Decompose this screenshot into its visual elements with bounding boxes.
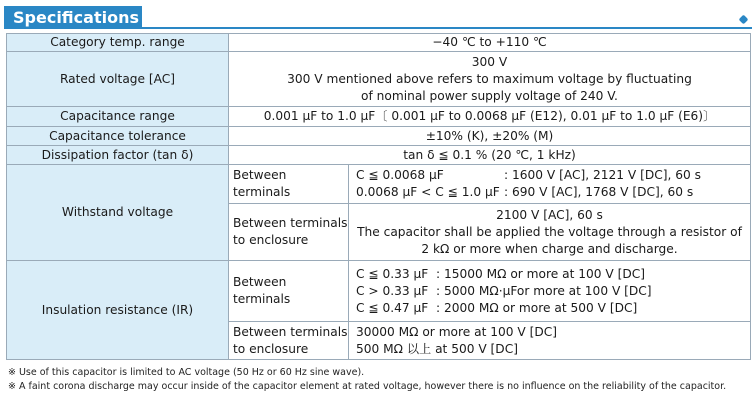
rated-voltage-line: 300 V mentioned above refers to maximum voltage by fluctuating — [287, 71, 692, 86]
rated-voltage-value — [229, 52, 751, 107]
table-row — [7, 107, 751, 127]
ir-enclosure-line: 500 MΩ 以上 at 500 V [DC] — [356, 341, 518, 356]
dissipation-factor-value: tan δ ≦ 0.1 % (20 ℃, 1 kHz) — [229, 146, 751, 165]
footnote: ※ Use of this capacitor is limited to AC voltage (50 Hz or 60 Hz sine wave). — [8, 367, 365, 378]
ir-spec: : 5000 MΩ·µFor more at 100 V [DC] — [436, 283, 652, 298]
header-diamond-icon — [739, 15, 749, 25]
withstand-condition-row — [356, 184, 746, 201]
withstand-to-enclosure-label-line: Between terminals — [233, 216, 348, 230]
header-rule — [4, 27, 752, 29]
ir-spec: : 2000 MΩ or more at 500 V [DC] — [436, 300, 638, 315]
withstand-between-terminals-label: Between terminals — [229, 165, 349, 204]
category-temp-label: Category temp. range — [7, 34, 229, 52]
withstand-enclosure-line: The capacitor shall be applied the voltage through a resistor of — [357, 224, 742, 239]
table-row — [7, 52, 751, 107]
table-row — [7, 146, 751, 165]
ir-to-enclosure-label — [229, 322, 349, 360]
category-temp-value: −40 ℃ to +110 ℃ — [229, 34, 751, 52]
ir-condition-row — [356, 266, 746, 283]
withstand-spec: : 1600 V [AC], 2121 V [DC], 60 s — [504, 168, 701, 182]
withstand-condition-row — [356, 167, 746, 184]
withstand-between-terminals-value — [349, 165, 751, 204]
ir-condition: C > 0.33 µF — [356, 283, 429, 298]
table-row — [7, 165, 751, 204]
capacitance-tolerance-label: Capacitance tolerance — [7, 127, 229, 146]
withstand-to-enclosure-value — [349, 204, 751, 261]
ir-to-enclosure-label-line: to enclosure — [233, 341, 309, 356]
ir-condition-row — [356, 283, 746, 300]
table-row — [7, 127, 751, 146]
capacitance-range-label: Capacitance range — [7, 107, 229, 127]
ir-to-enclosure-value — [349, 322, 751, 360]
table-row — [7, 34, 751, 52]
footnotes — [8, 366, 726, 393]
withstand-condition: C ≦ 0.0068 µF — [356, 168, 444, 182]
withstand-to-enclosure-label — [229, 204, 349, 261]
specifications-table — [6, 33, 751, 360]
withstand-enclosure-line: 2 kΩ or more when charge and discharge. — [421, 241, 678, 256]
ir-between-terminals-value — [349, 261, 751, 322]
withstand-spec: : 690 V [AC], 1768 V [DC], 60 s — [504, 185, 694, 199]
dissipation-factor-label: Dissipation factor (tan δ) — [7, 146, 229, 165]
ir-spec: : 15000 MΩ or more at 100 V [DC] — [436, 266, 645, 281]
insulation-resistance-label: Insulation resistance (IR) — [7, 261, 229, 360]
footnote: ※ A faint corona discharge may occur inside of the capacitor element at rated voltage, however there is no influence on the reliability of the capacitor. — [8, 380, 727, 392]
section-header — [0, 0, 755, 32]
capacitance-tolerance-value: ±10% (K), ±20% (M) — [229, 127, 751, 146]
ir-between-terminals-label: Between terminals — [229, 261, 349, 322]
withstand-condition: 0.0068 µF < C ≦ 1.0 µF — [356, 185, 500, 199]
table-row — [7, 261, 751, 322]
rated-voltage-label: Rated voltage [AC] — [7, 52, 229, 107]
ir-condition: C ≦ 0.33 µF — [356, 266, 429, 281]
withstand-enclosure-line: 2100 V [AC], 60 s — [496, 207, 603, 222]
capacitance-range-value: 0.001 µF to 1.0 µF〔 0.001 µF to 0.0068 µF (E12), 0.01 µF to 1.0 µF (E6)〕 — [229, 107, 751, 127]
ir-to-enclosure-label-line: Between terminals — [233, 324, 348, 339]
withstand-to-enclosure-label-line: to enclosure — [233, 233, 309, 247]
rated-voltage-line: of nominal power supply voltage of 240 V. — [361, 88, 618, 103]
ir-condition: C ≦ 0.47 µF — [356, 300, 429, 315]
withstand-voltage-label: Withstand voltage — [7, 165, 229, 261]
ir-condition-row — [356, 300, 746, 317]
rated-voltage-line: 300 V — [471, 54, 508, 69]
ir-enclosure-line: 30000 MΩ or more at 100 V [DC] — [356, 324, 558, 339]
section-title: Specifications — [4, 6, 142, 29]
